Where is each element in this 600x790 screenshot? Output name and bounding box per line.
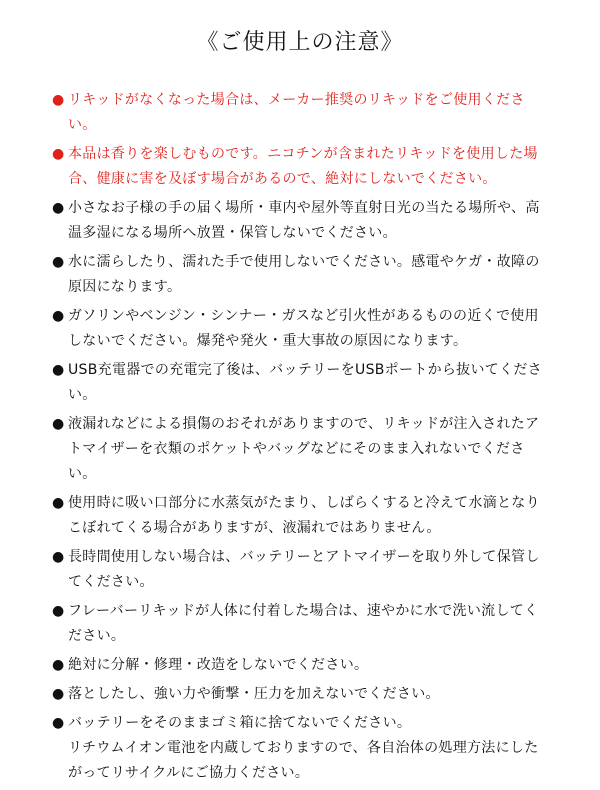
bullet-icon: ● [52, 686, 65, 702]
page-title: 《ご使用上の注意》 [196, 30, 404, 55]
notice-text: ガソリンやベンジン・シンナー・ガスなど引火性があるものの近くで使用しないでください。爆発や発火・重大事故の原因になります。 [68, 308, 539, 349]
notice-text: フレーバーリキッドが人体に付着した場合は、速やかに水で洗い流してください。 [68, 603, 539, 644]
notice-item-water [52, 250, 552, 300]
notice-text: 本品は香りを楽しむものです。ニコチンが含まれたリキッドを使用した場合、健康に害を及ぼす場合があるので、絶対にしないでください。 [68, 146, 538, 187]
notice-list [52, 88, 552, 790]
bullet-icon: ● [52, 254, 65, 270]
bullet-icon: ● [52, 362, 65, 378]
notice-item-skin-contact [52, 599, 552, 649]
bullet-icon: ● [52, 495, 65, 511]
notice-text: 長時間使用しない場合は、バッテリーとアトマイザーを取り外して保管してください。 [68, 549, 540, 590]
notice-item-long-term-storage [52, 545, 552, 595]
bullet-icon: ● [52, 603, 65, 619]
bullet-icon: ● [52, 715, 65, 731]
notice-item-disassembly [52, 653, 552, 678]
notice-text: リキッドがなくなった場合は、メーカー推奨のリキッドをご使用ください。 [68, 92, 525, 133]
notice-item-condensation [52, 491, 552, 541]
notice-item-impact [52, 682, 552, 707]
notice-text: USB充電器での充電完了後は、バッテリーをUSBポートから抜いてください。 [68, 362, 542, 403]
notice-text: 使用時に吸い口部分に水蒸気がたまり、しばらくすると冷えて水滴となりこぼれてくる場合がありますが、液漏れではありません。 [68, 495, 540, 536]
notice-item-flammable [52, 304, 552, 354]
bullet-icon: ● [52, 657, 65, 673]
notice-item-disposal [52, 711, 552, 786]
bullet-icon: ● [52, 549, 65, 565]
bullet-icon: ● [52, 200, 65, 216]
notice-text: 絶対に分解・修理・改造をしないでください。 [68, 657, 369, 673]
bullet-icon: ● [52, 146, 65, 162]
notice-text: 水に濡らしたり、濡れた手で使用しないでください。感電やケガ・故障の原因になります。 [68, 254, 540, 295]
notice-text: バッテリーをそのままゴミ箱に捨てないでください。 [68, 715, 412, 731]
notice-text: 液漏れなどによる損傷のおそれがありますので、リキッドが注入されたアトマイザーを衣類のポケットやバッグなどにそのまま入れないでください。 [68, 416, 540, 482]
bullet-icon: ● [52, 416, 65, 432]
notice-item-storage [52, 196, 552, 246]
notice-item-warning-nicotine [52, 142, 552, 192]
notice-item-usb-charge [52, 358, 552, 408]
bullet-icon: ● [52, 92, 65, 108]
notice-text: 落としたし、強い力や衝撃・圧力を加えないでください。 [68, 686, 440, 702]
notice-item-leak-damage [52, 412, 552, 487]
recycling-footnote: リチウムイオン電池を内蔵しておりますので、各自治体の処理方法にしたがってリサイクルにご協力ください。 [68, 740, 539, 781]
notice-text: 小さなお子様の手の届く場所・車内や屋外等直射日光の当たる場所や、高温多湿になる場所へ放置・保管しないでください。 [68, 200, 540, 241]
bullet-icon: ● [52, 308, 65, 324]
notice-item-warning-refill [52, 88, 552, 138]
